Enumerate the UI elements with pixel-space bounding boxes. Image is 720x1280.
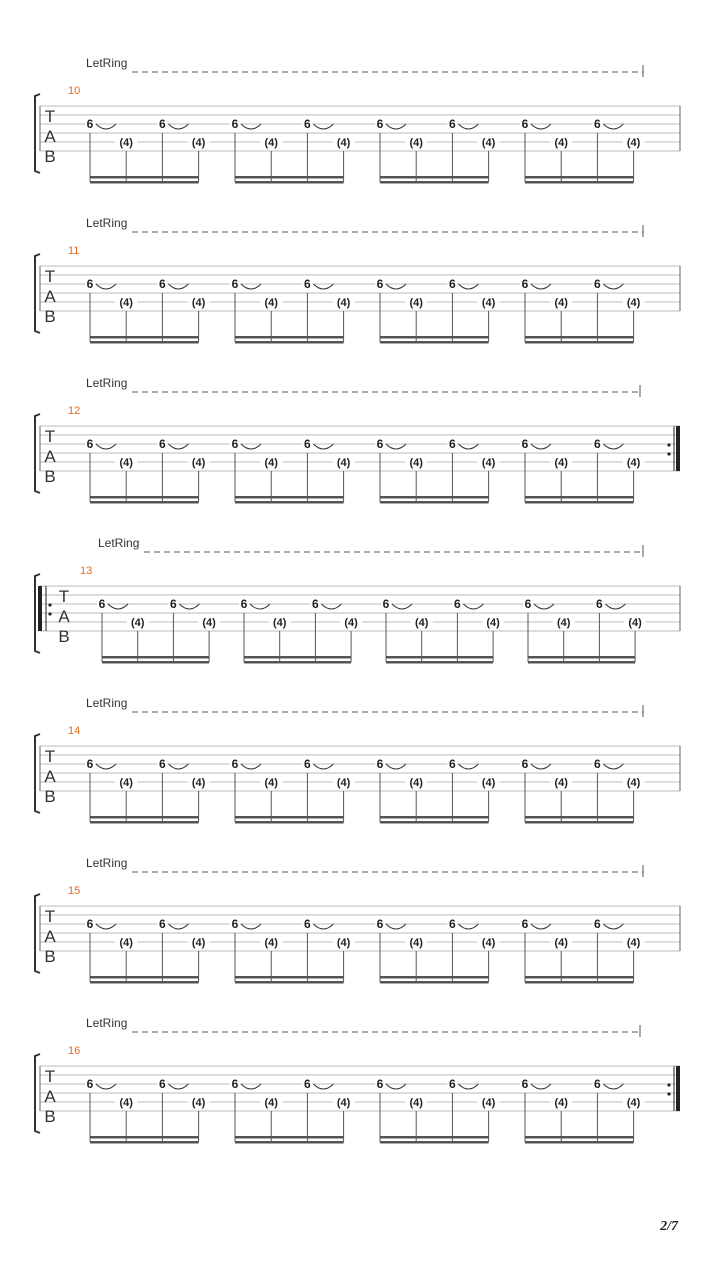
ghost-note: (4) — [481, 777, 496, 789]
let-ring-tie — [313, 124, 333, 129]
ghost-note: (4) — [191, 937, 206, 949]
beam — [235, 1136, 344, 1139]
ghost-note: (4) — [481, 457, 496, 469]
let-ring-tie — [386, 124, 406, 129]
ghost-note: (4) — [409, 457, 423, 469]
beam — [102, 661, 209, 664]
tab-clef-letter: B — [44, 307, 56, 326]
system-bracket — [35, 734, 40, 813]
system-bracket — [35, 94, 40, 173]
beam — [380, 821, 489, 824]
ghost-note: (4) — [554, 297, 568, 309]
ghost-note: (4) — [626, 1097, 641, 1109]
let-ring-tie — [458, 764, 478, 769]
ghost-note: (4) — [626, 297, 641, 309]
fret-number: 6 — [521, 437, 529, 451]
fret-number: 6 — [86, 277, 94, 291]
beam — [235, 981, 344, 984]
fret-number: 6 — [376, 437, 384, 451]
ghost-note: (4) — [344, 617, 358, 629]
fret-number: 6 — [594, 437, 601, 451]
fret-number: 6 — [521, 757, 529, 771]
fret-number: 6 — [521, 1077, 529, 1091]
ghost-note: (4) — [264, 137, 278, 149]
ghost-note: (4) — [336, 457, 351, 469]
beam — [90, 1141, 199, 1144]
ghost-note: (4) — [119, 137, 133, 149]
tab-clef-letter: B — [44, 1107, 56, 1126]
let-ring-tie — [392, 604, 412, 609]
let-ring-tie — [108, 604, 128, 609]
beam — [90, 976, 199, 979]
let-ring-tie — [458, 124, 478, 129]
let-ring-tie — [241, 444, 261, 449]
let-ring-tie — [531, 1084, 551, 1089]
repeat-dot — [667, 443, 670, 446]
repeat-end-thick — [676, 426, 680, 471]
tab-system — [35, 56, 680, 184]
beam — [235, 1141, 344, 1144]
fret-number: 6 — [594, 917, 601, 931]
beam — [380, 816, 489, 819]
beam — [102, 656, 209, 659]
ghost-note: (4) — [414, 617, 429, 629]
ghost-note: (4) — [409, 937, 423, 949]
beam — [380, 176, 489, 179]
let-ring-tie — [603, 284, 623, 289]
repeat-dot — [48, 612, 51, 615]
fret-number: 6 — [376, 757, 384, 771]
repeat-dot — [48, 603, 51, 606]
let-ring-tie — [313, 1084, 333, 1089]
fret-number: 6 — [449, 117, 456, 131]
fret-number: 6 — [382, 597, 390, 611]
beam — [235, 821, 344, 824]
let-ring-tie — [250, 604, 270, 609]
let-ring-label: LetRing — [86, 216, 128, 230]
beam — [380, 496, 489, 499]
let-ring-tie — [241, 764, 261, 769]
ghost-note: (4) — [481, 937, 496, 949]
ghost-note: (4) — [191, 297, 206, 309]
fret-number: 6 — [86, 917, 94, 931]
repeat-start-thick — [38, 586, 42, 631]
let-ring-tie — [321, 604, 341, 609]
repeat-dot — [667, 1092, 670, 1095]
fret-number: 6 — [376, 117, 384, 131]
beam — [235, 341, 344, 344]
let-ring-tie — [603, 124, 623, 129]
fret-number: 6 — [376, 1077, 384, 1091]
ghost-note: (4) — [191, 137, 206, 149]
let-ring-tie — [458, 924, 478, 929]
tab-clef-letter: B — [44, 947, 56, 966]
beam — [380, 336, 489, 339]
beam — [380, 501, 489, 504]
ghost-note: (4) — [626, 457, 641, 469]
ghost-note: (4) — [264, 457, 278, 469]
fret-number: 6 — [449, 917, 456, 931]
fret-number: 6 — [159, 117, 166, 131]
let-ring-tie — [386, 764, 406, 769]
let-ring-tie — [241, 284, 261, 289]
tab-system — [35, 376, 680, 504]
fret-number: 6 — [240, 597, 248, 611]
system-bracket — [35, 894, 40, 973]
beam — [525, 496, 634, 499]
let-ring-tie — [458, 444, 478, 449]
let-ring-tie — [386, 284, 406, 289]
beam — [525, 1136, 634, 1139]
fret-number: 6 — [159, 1077, 166, 1091]
beam — [525, 1141, 634, 1144]
ghost-note: (4) — [626, 937, 641, 949]
let-ring-tie — [386, 444, 406, 449]
ghost-note: (4) — [272, 617, 287, 629]
let-ring-tie — [96, 284, 116, 289]
tab-clef-letter: T — [44, 907, 56, 926]
tab-system — [35, 696, 680, 824]
let-ring-tie — [241, 124, 261, 129]
let-ring-tie — [168, 1084, 188, 1089]
fret-number: 6 — [594, 117, 601, 131]
page-number: 2/7 — [660, 1219, 678, 1234]
system-bracket — [35, 254, 40, 333]
let-ring-tie — [531, 444, 551, 449]
beam — [90, 341, 199, 344]
ghost-note: (4) — [336, 777, 351, 789]
let-ring-tie — [458, 1084, 478, 1089]
ghost-note: (4) — [336, 937, 351, 949]
measure-number: 12 — [68, 405, 81, 417]
ghost-note: (4) — [119, 937, 133, 949]
fret-number: 6 — [449, 437, 456, 451]
ghost-note: (4) — [409, 1097, 423, 1109]
repeat-dot — [667, 1083, 670, 1086]
tab-clef-letter: T — [44, 267, 56, 286]
tab-clef-letter: B — [44, 787, 56, 806]
beam — [525, 341, 634, 344]
tab-clef-letter: A — [44, 767, 56, 786]
beam — [528, 656, 635, 659]
ghost-note: (4) — [554, 777, 568, 789]
tab-clef-letter: A — [44, 447, 56, 466]
ghost-note: (4) — [409, 297, 423, 309]
beam — [386, 656, 493, 659]
tab-clef-letter: B — [58, 627, 70, 646]
beam — [235, 501, 344, 504]
measure-number: 16 — [68, 1045, 81, 1057]
beam — [90, 336, 199, 339]
beam — [235, 976, 344, 979]
beam — [525, 821, 634, 824]
let-ring-tie — [241, 924, 261, 929]
beam — [525, 336, 634, 339]
tab-clef-letter: B — [44, 467, 56, 486]
ghost-note: (4) — [264, 297, 278, 309]
let-ring-tie — [605, 604, 625, 609]
tab-clef-letter: T — [44, 1067, 56, 1086]
tab-clef-letter: B — [44, 147, 56, 166]
beam — [525, 501, 634, 504]
ghost-note: (4) — [119, 457, 133, 469]
ghost-note: (4) — [119, 777, 133, 789]
let-ring-label: LetRing — [86, 696, 128, 710]
beam — [90, 1136, 199, 1139]
repeat-end-thick — [676, 1066, 680, 1111]
beam — [244, 656, 351, 659]
let-ring-tie — [96, 124, 116, 129]
tab-clef-letter: T — [58, 587, 70, 606]
let-ring-tie — [168, 924, 188, 929]
fret-number: 6 — [231, 1077, 239, 1091]
let-ring-label: LetRing — [98, 536, 140, 550]
fret-number: 6 — [86, 117, 94, 131]
measure-number: 14 — [68, 725, 81, 737]
fret-number: 6 — [449, 277, 456, 291]
tab-clef-letter: T — [44, 427, 56, 446]
fret-number: 6 — [376, 917, 384, 931]
let-ring-tie — [531, 284, 551, 289]
tab-clef-letter: A — [44, 127, 56, 146]
fret-number: 6 — [304, 757, 311, 771]
beam — [525, 976, 634, 979]
let-ring-tie — [179, 604, 199, 609]
fret-number: 6 — [231, 437, 239, 451]
tab-clef-letter: T — [44, 107, 56, 126]
let-ring-tie — [96, 1084, 116, 1089]
fret-number: 6 — [170, 597, 177, 611]
ghost-note: (4) — [481, 1097, 496, 1109]
fret-number: 6 — [159, 757, 166, 771]
ghost-note: (4) — [554, 937, 568, 949]
beam — [525, 176, 634, 179]
let-ring-label: LetRing — [86, 1016, 128, 1030]
let-ring-tie — [531, 924, 551, 929]
beam — [244, 661, 351, 664]
fret-number: 6 — [159, 917, 166, 931]
beam — [380, 981, 489, 984]
tab-clef-letter: A — [44, 287, 56, 306]
fret-number: 6 — [86, 1077, 94, 1091]
let-ring-tie — [313, 764, 333, 769]
beam — [235, 336, 344, 339]
ghost-note: (4) — [191, 457, 206, 469]
ghost-note: (4) — [130, 617, 145, 629]
beam — [525, 981, 634, 984]
system-bracket — [35, 414, 40, 493]
ghost-note: (4) — [336, 1097, 351, 1109]
ghost-note: (4) — [481, 137, 496, 149]
fret-number: 6 — [159, 277, 166, 291]
beam — [90, 821, 199, 824]
let-ring-tie — [313, 284, 333, 289]
let-ring-tie — [241, 1084, 261, 1089]
tab-system — [35, 216, 680, 344]
ghost-note: (4) — [554, 137, 568, 149]
ghost-note: (4) — [336, 137, 351, 149]
fret-number: 6 — [304, 437, 311, 451]
fret-number: 6 — [86, 437, 94, 451]
fret-number: 6 — [454, 597, 461, 611]
beam — [90, 981, 199, 984]
fret-number: 6 — [521, 277, 529, 291]
tab-system — [35, 856, 680, 984]
ghost-note: (4) — [191, 777, 206, 789]
fret-number: 6 — [521, 917, 529, 931]
fret-number: 6 — [231, 917, 239, 931]
let-ring-tie — [168, 764, 188, 769]
let-ring-label: LetRing — [86, 56, 128, 70]
ghost-note: (4) — [628, 617, 642, 629]
fret-number: 6 — [231, 277, 239, 291]
ghost-note: (4) — [119, 297, 133, 309]
let-ring-tie — [603, 764, 623, 769]
fret-number: 6 — [312, 597, 319, 611]
beam — [235, 496, 344, 499]
let-ring-tie — [313, 924, 333, 929]
fret-number: 6 — [98, 597, 106, 611]
let-ring-tie — [168, 444, 188, 449]
tab-clef-letter: T — [44, 747, 56, 766]
beam — [90, 496, 199, 499]
ghost-note: (4) — [626, 137, 641, 149]
let-ring-tie — [463, 604, 483, 609]
fret-number: 6 — [304, 917, 311, 931]
ghost-note: (4) — [554, 1097, 568, 1109]
fret-number: 6 — [231, 757, 239, 771]
beam — [380, 181, 489, 184]
fret-number: 6 — [449, 1077, 456, 1091]
let-ring-tie — [168, 284, 188, 289]
tab-clef-letter: A — [58, 607, 70, 626]
beam — [235, 176, 344, 179]
let-ring-tie — [603, 444, 623, 449]
beam — [380, 976, 489, 979]
ghost-note: (4) — [191, 1097, 206, 1109]
fret-number: 6 — [304, 277, 311, 291]
ghost-note: (4) — [409, 777, 423, 789]
fret-number: 6 — [376, 277, 384, 291]
fret-number: 6 — [521, 117, 529, 131]
ghost-note: (4) — [264, 1097, 278, 1109]
beam — [380, 1141, 489, 1144]
ghost-note: (4) — [202, 617, 216, 629]
fret-number: 6 — [86, 757, 94, 771]
beam — [380, 1136, 489, 1139]
let-ring-tie — [168, 124, 188, 129]
repeat-dot — [667, 452, 670, 455]
beam — [525, 181, 634, 184]
beam — [235, 181, 344, 184]
ghost-note: (4) — [119, 1097, 133, 1109]
let-ring-tie — [534, 604, 554, 609]
ghost-note: (4) — [264, 777, 278, 789]
beam — [380, 341, 489, 344]
let-ring-label: LetRing — [86, 856, 128, 870]
fret-number: 6 — [594, 757, 601, 771]
ghost-note: (4) — [409, 137, 423, 149]
measure-number: 13 — [80, 565, 93, 577]
ghost-note: (4) — [554, 457, 568, 469]
beam — [386, 661, 493, 664]
let-ring-tie — [96, 444, 116, 449]
fret-number: 6 — [304, 1077, 311, 1091]
fret-number: 6 — [159, 437, 166, 451]
beam — [90, 816, 199, 819]
beam — [90, 501, 199, 504]
let-ring-tie — [531, 124, 551, 129]
let-ring-tie — [386, 1084, 406, 1089]
ghost-note: (4) — [481, 297, 496, 309]
ghost-note: (4) — [486, 617, 500, 629]
tab-clef-letter: A — [44, 1087, 56, 1106]
tab-system — [35, 1016, 680, 1144]
fret-number: 6 — [594, 1077, 601, 1091]
measure-number: 15 — [68, 885, 81, 897]
let-ring-tie — [458, 284, 478, 289]
beam — [235, 816, 344, 819]
system-bracket — [35, 1054, 40, 1133]
ghost-note: (4) — [626, 777, 641, 789]
beam — [90, 176, 199, 179]
ghost-note: (4) — [264, 937, 278, 949]
let-ring-tie — [603, 924, 623, 929]
beam — [90, 181, 199, 184]
fret-number: 6 — [449, 757, 456, 771]
fret-number: 6 — [304, 117, 311, 131]
ghost-note: (4) — [556, 617, 571, 629]
fret-number: 6 — [524, 597, 532, 611]
let-ring-tie — [603, 1084, 623, 1089]
beam — [525, 816, 634, 819]
let-ring-tie — [96, 764, 116, 769]
let-ring-tie — [386, 924, 406, 929]
let-ring-label: LetRing — [86, 376, 128, 390]
let-ring-tie — [96, 924, 116, 929]
let-ring-tie — [313, 444, 333, 449]
measure-number: 11 — [68, 245, 80, 257]
fret-number: 6 — [596, 597, 603, 611]
fret-number: 6 — [231, 117, 239, 131]
tab-clef-letter: A — [44, 927, 56, 946]
beam — [528, 661, 635, 664]
measure-number: 10 — [68, 85, 81, 97]
let-ring-tie — [531, 764, 551, 769]
fret-number: 6 — [594, 277, 601, 291]
tab-system — [35, 536, 680, 664]
ghost-note: (4) — [336, 297, 351, 309]
